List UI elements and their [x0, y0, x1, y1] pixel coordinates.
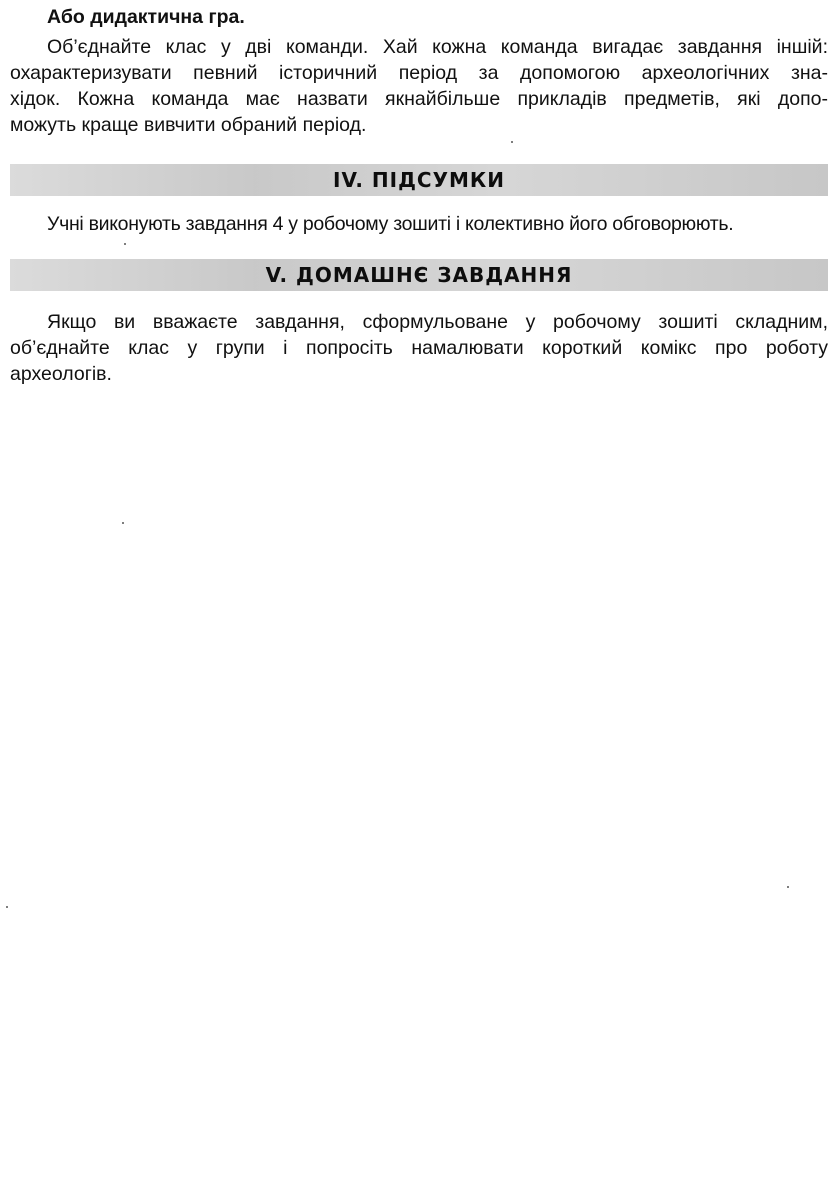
section-4-title: IV. ПІДСУМКИ	[333, 168, 505, 192]
section-4-text: Учні виконують завдання 4 у робочому зошиті і колективно його обговорюють.	[47, 213, 734, 235]
section-5-line-1: Якщо ви вважаєте завдання, сформульоване у робочому зошиті складним,	[47, 311, 828, 333]
scan-speck	[511, 141, 513, 143]
intro-line-4: можуть краще вивчити обраний період.	[10, 114, 367, 136]
scan-speck	[787, 886, 789, 888]
intro-line-3: хідок. Кожна команда має назвати якнайбільше прикладів предметів, які допо-	[10, 88, 828, 110]
section-5-line-3: археологів.	[10, 363, 112, 385]
scan-speck	[122, 522, 124, 524]
section-4-paragraph	[10, 211, 828, 237]
section-4-header-band	[10, 164, 828, 196]
intro-line-1: Об’єднайте клас у дві команди. Хай кожна команда вигадає завдання іншій:	[47, 36, 828, 58]
section-5-header-band	[10, 259, 828, 291]
intro-line-2: охарактеризувати певний історичний період за допомогою археологічних зна-	[10, 62, 828, 84]
scan-speck	[6, 906, 8, 908]
intro-paragraph	[10, 34, 828, 138]
section-5-line-2: об’єднайте клас у групи і попросіть намалювати короткий комікс про роботу	[10, 337, 828, 359]
section-5-paragraph	[10, 309, 828, 387]
scan-speck	[124, 243, 126, 245]
section-5-title: V. ДОМАШНЄ ЗАВДАННЯ	[265, 263, 573, 287]
intro-heading: Або дидактична гра.	[47, 6, 245, 28]
